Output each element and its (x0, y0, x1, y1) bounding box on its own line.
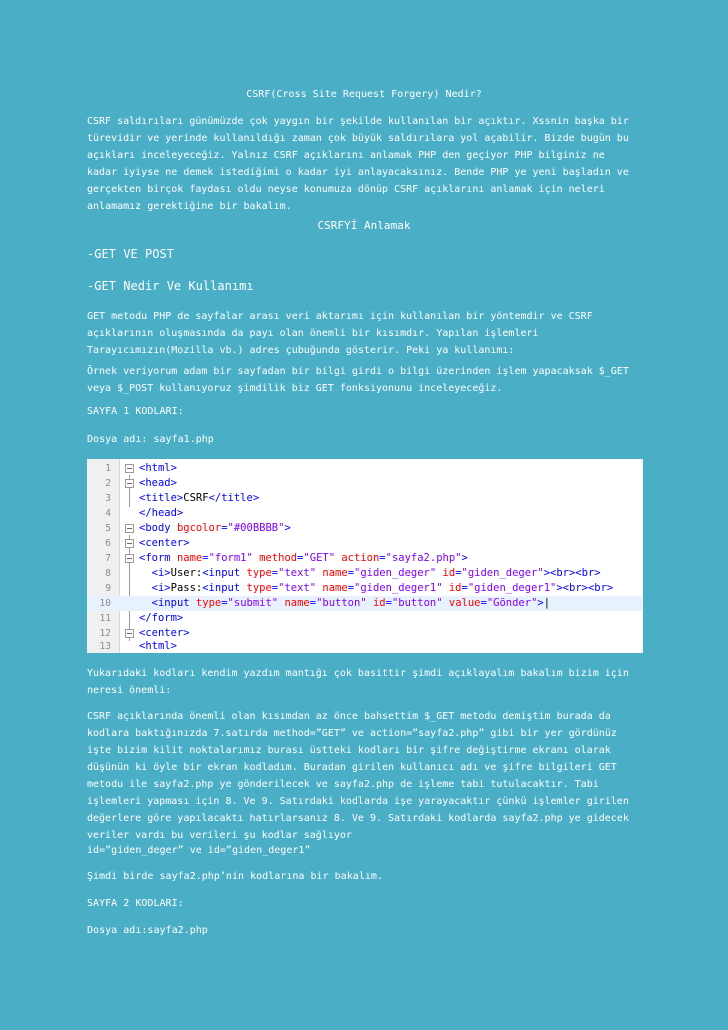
line-number: 3 (105, 493, 111, 504)
text-line: veya $_POST kullanıyoruz şimdilik biz GET fonksiyonunu inceleyeceğiz. (87, 383, 503, 394)
explain-paragraph (87, 708, 647, 844)
code-text (139, 639, 177, 654)
code-line (87, 566, 643, 581)
text-line: CSRF açıklarında önemli olan kısımdan az önce bahsettim $_GET metodu demiştim burada da (87, 711, 611, 722)
code-line (87, 476, 643, 491)
fold-toggle-icon[interactable] (125, 539, 134, 548)
code-text (139, 536, 190, 551)
line-number: 6 (105, 538, 111, 549)
text-line: kodlara baktığınızda 7.satırda method=”GET” ve action=”sayfa2.php” gibi bir yer gördünüz (87, 728, 617, 739)
code-text (139, 461, 177, 476)
heading-get-post: -GET VE POST (87, 247, 174, 261)
text-line: açıklarının oluşmasında da payı olan önemli bir kısımdır. Yapılan işlemleri (87, 328, 539, 339)
line-number: 8 (105, 568, 111, 579)
html-tag: <html> (139, 462, 177, 474)
line-number: 10 (99, 598, 111, 609)
fold-toggle-icon[interactable] (125, 464, 134, 473)
code-text: <i>Pass:<input type="text" name="giden_deger1" id="giden_deger1"><br><br> (151, 582, 614, 594)
line-number: 7 (105, 553, 111, 564)
code-editor (87, 459, 643, 653)
code-text: <title>CSRF</title> (139, 492, 260, 504)
code-text: <i>User:<input type="text" name="giden_deger" id="giden_deger"><br><br> (151, 567, 601, 579)
code-text (139, 611, 183, 626)
text-line: işlemleri yapması için 8. Ve 9. Satırdaki kodlarda işe yarayacaktır çünkü işlemler girilen (87, 796, 629, 807)
code-line (87, 521, 643, 536)
document-title: CSRF(Cross Site Request Forgery) Nedir? (246, 89, 482, 100)
line-number: 5 (105, 523, 111, 534)
code-text: <form name="form1" method="GET" action="sayfa2.php"> (139, 552, 468, 564)
line-number: 9 (105, 583, 111, 594)
text-line: türevidir ve yerinde kullanıldığı zaman çok büyük saldırılara yol açabilir. Bizde bugün bu (87, 133, 629, 144)
code-line (87, 461, 643, 476)
text-line: veriler vardı bu verileri şu kodlar sağlıyor (87, 830, 352, 841)
fold-toggle-icon[interactable] (125, 479, 134, 488)
code-line (87, 581, 643, 596)
code-text (139, 506, 183, 521)
html-tag: <html> (139, 640, 177, 652)
get-paragraph (87, 308, 647, 359)
center-tag: <center> (139, 627, 190, 639)
text-line: GET metodu PHP de sayfalar arası veri aktarımı için kullanılan bir yöntemdir ve CSRF (87, 311, 593, 322)
line-number: 4 (105, 508, 111, 519)
code-text: <input type="submit" name="button" id="button" value="Gönder">| (151, 597, 551, 609)
line-number: 1 (105, 463, 111, 474)
heading-get: -GET Nedir Ve Kullanımı (87, 279, 254, 293)
fold-toggle-icon[interactable] (125, 524, 134, 533)
head-tag: <head> (139, 477, 177, 489)
code-text (139, 476, 177, 491)
text-line: CSRF saldırıları günümüzde çok yaygın bir şekilde kullanılan bir açıktır. Xssnin başka bir (87, 116, 629, 127)
line-number: 2 (105, 478, 111, 489)
code-line (87, 551, 643, 566)
now-line: Şimdi birde sayfa2.php’nin kodlarına bir bakalım. (87, 871, 383, 882)
line-number: 11 (99, 613, 111, 624)
text-line: değerlere göre yapılacaktı hatırlarsanız 8. Ve 9. Satırdaki kodlarda sayfa2.php ye gidecek (87, 813, 629, 824)
fold-toggle-icon[interactable] (125, 554, 134, 563)
code-line-highlighted (87, 596, 643, 611)
line-number: 13 (99, 641, 111, 652)
code-text: <body bgcolor="#00BBBB"> (139, 522, 291, 534)
head-close-tag: </head> (139, 507, 184, 519)
section-heading: CSRFYİ Anlamak (317, 219, 411, 232)
text-line: kadar iyiyse ne demek istediğimi o kadar iyi anlayacaksınız. Bende PHP ye yeni başladın ve (87, 167, 629, 178)
page2-label: SAYFA 2 KODLARI: (87, 898, 184, 909)
example-paragraph (87, 363, 647, 397)
file2-label: Dosya adı:sayfa2.php (87, 925, 208, 936)
file1-label: Dosya adı: sayfa1.php (87, 434, 214, 445)
text-line: Yukarıdaki kodları kendim yazdım mantığı çok basittir şimdi açıklayalım bakalım bizim için (87, 668, 629, 679)
after-code-paragraph (87, 665, 647, 699)
text-line: düşünün ki öyle bir ekran kodladım. Buradan girilen kullanıcı adı ve şifre bilgileri GET (87, 762, 617, 773)
text-line: Örnek veriyorum adam bir sayfadan bir bilgi girdi o bilgi üzerinden işlem yapacaksak $_GET (87, 366, 629, 377)
code-line (87, 506, 643, 521)
text-line: neresi önemli: (87, 685, 172, 696)
text-line: açıkları inceleyeceğiz. Yalnız CSRF açıklarını anlamak PHP den geçiyor PHP bilginiz ne (87, 150, 605, 161)
code-line (87, 611, 643, 626)
line-number: 12 (99, 628, 111, 639)
code-line (87, 491, 643, 506)
text-line: Tarayıcımızın(Mozilla vb.) adres çubuğunda gösterir. Peki ya kullanımı: (87, 345, 515, 356)
text-line: gerçekten birçok faydası oldu neyse konumuza dönüp CSRF açıklarını anlamak için neleri (87, 184, 605, 195)
ids-line: id=”giden_deger” ve id=”giden_deger1” (87, 845, 311, 856)
intro-paragraph (87, 113, 647, 215)
center-tag: <center> (139, 537, 190, 549)
code-line (87, 639, 643, 654)
fold-toggle-icon[interactable] (125, 629, 134, 638)
code-line (87, 536, 643, 551)
form-close-tag: </form> (139, 612, 184, 624)
text-line: metodu ile sayfa2.php ye gönderilecek ve sayfa2.php de işleme tabi tutulacaktır. Tabi (87, 779, 599, 790)
text-line: anlamamız gerektiğine bir bakalım. (87, 201, 292, 212)
text-line: işte bizim kilit noktalarımız burası üstteki kodları bir şifre değiştirme ekranı olarak (87, 745, 611, 756)
page1-label: SAYFA 1 KODLARI: (87, 406, 184, 417)
